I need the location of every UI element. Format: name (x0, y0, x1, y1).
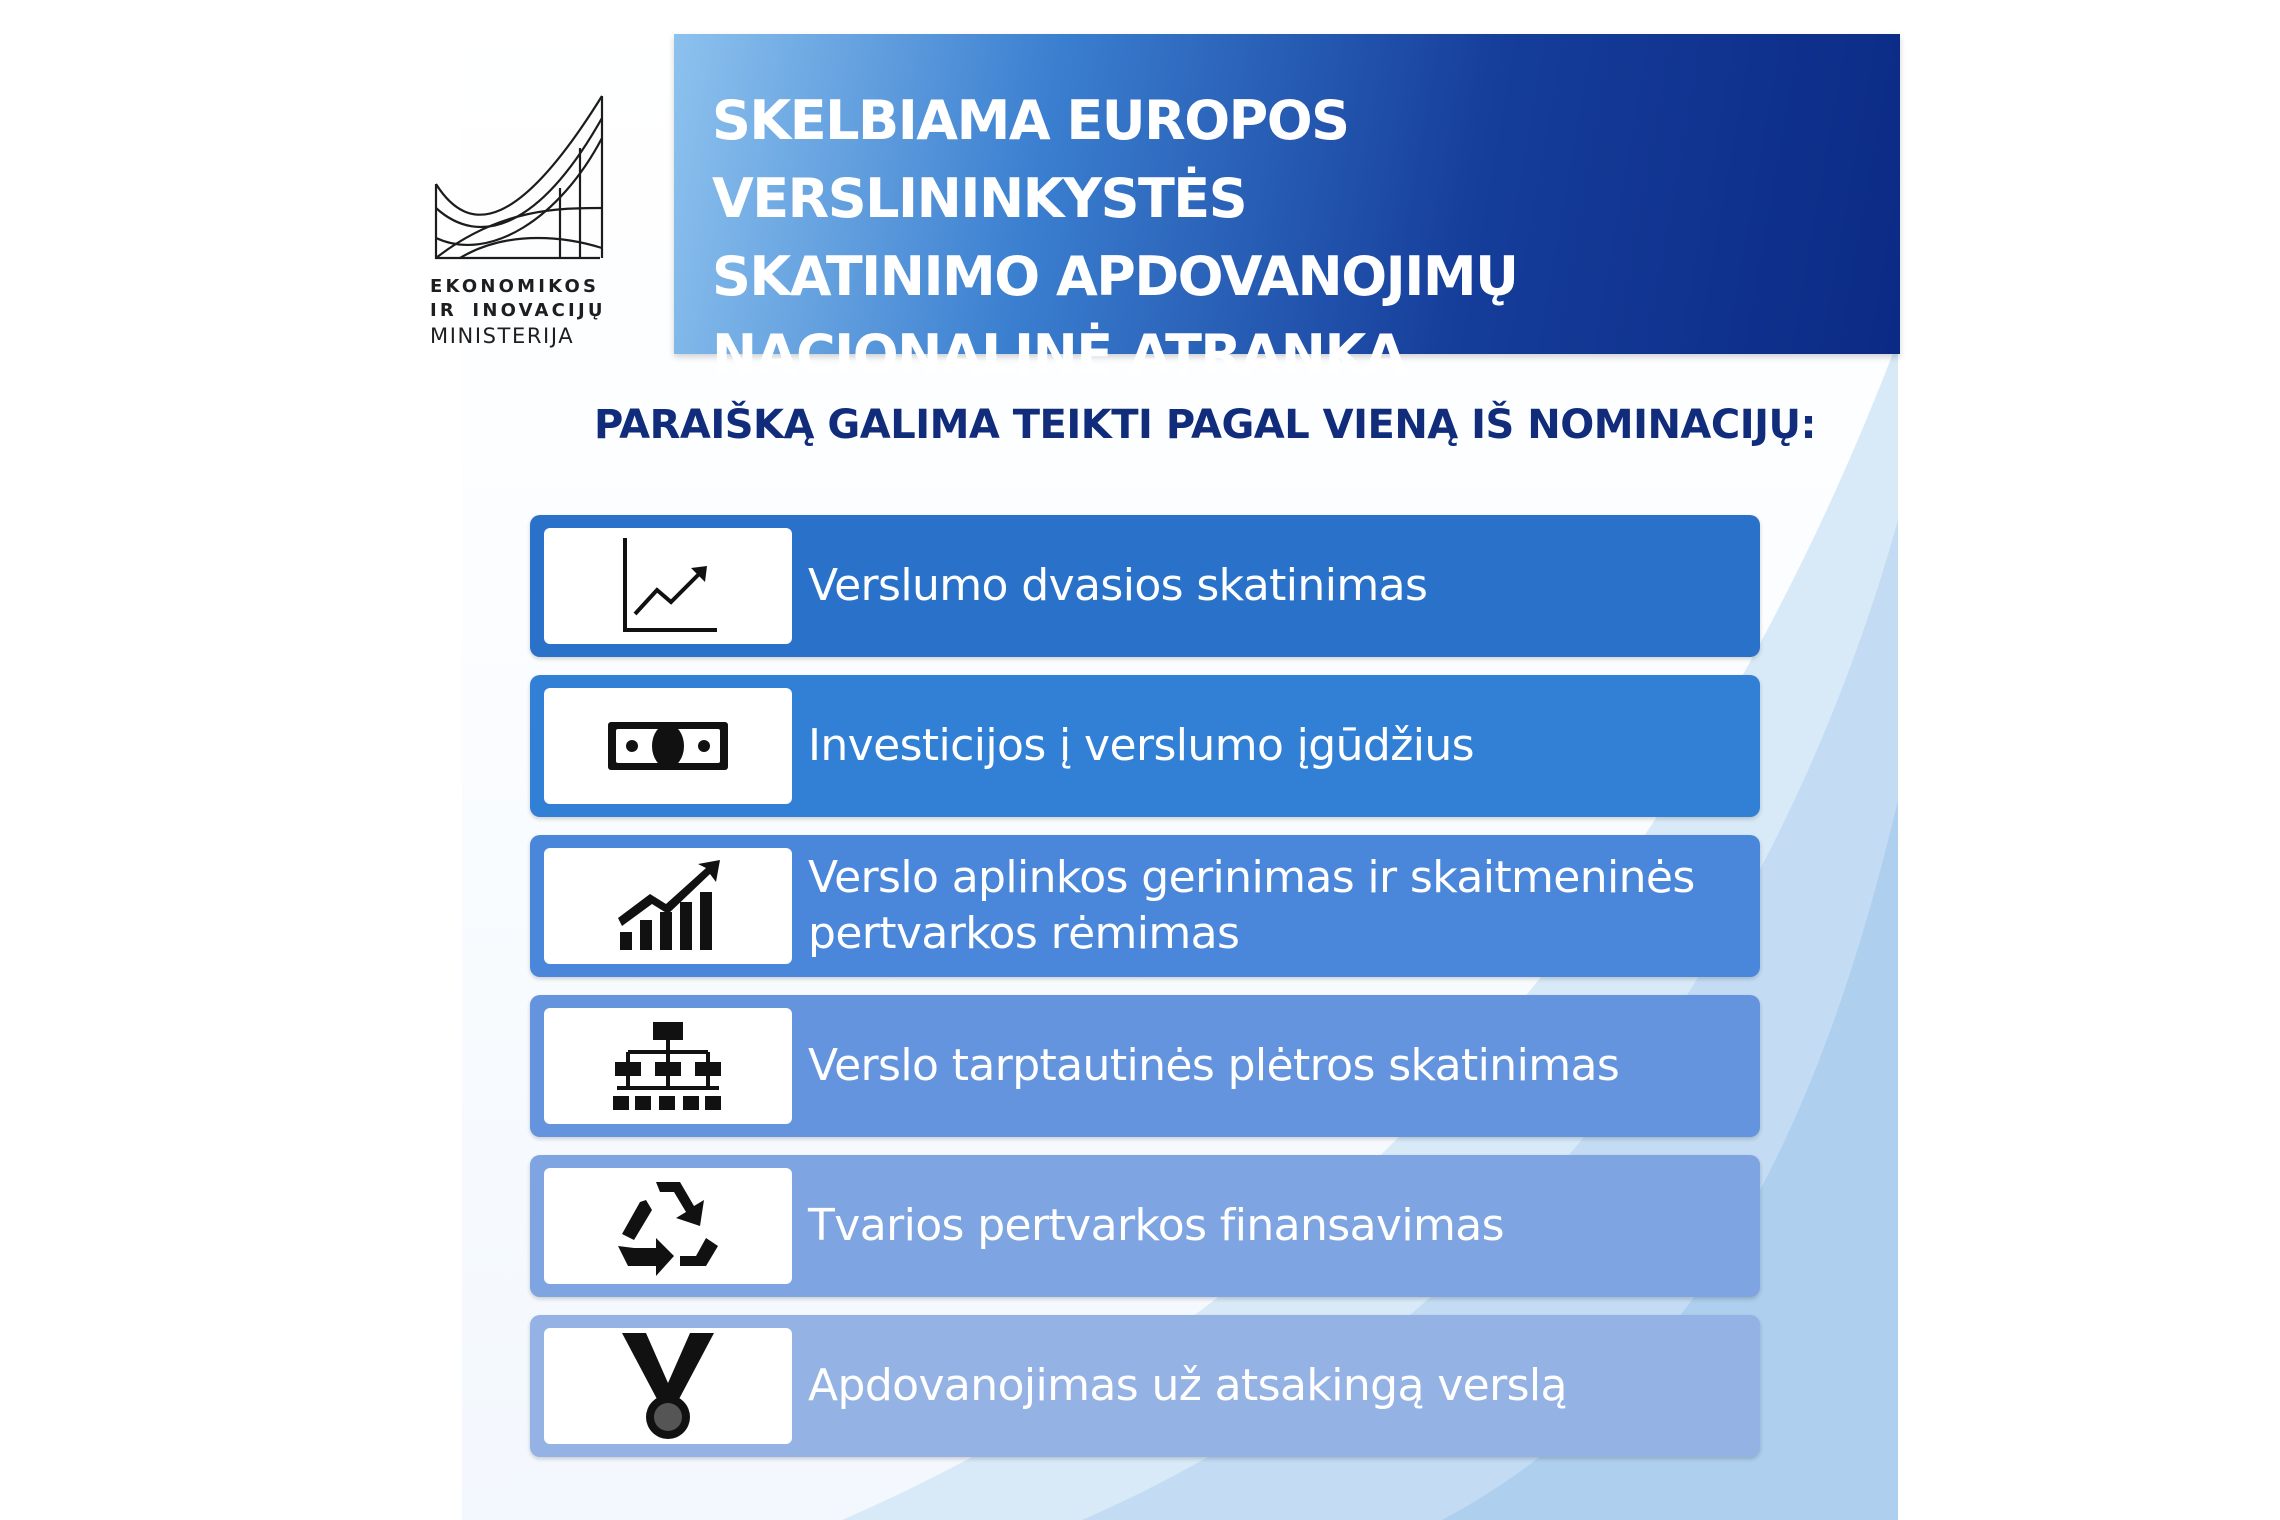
logo-text-line-1: EKONOMIKOS (430, 276, 600, 297)
banknote-icon (544, 688, 792, 804)
header-banner (674, 34, 1900, 386)
org-chart-icon (544, 1008, 792, 1124)
logo-text-line-3: MINISTERIJA (430, 324, 575, 348)
nomination-label: Apdovanojimas už atsakingą verslą (808, 1360, 1567, 1411)
nomination-row-skills-investment (530, 675, 1760, 817)
nomination-label: Tvarios pertvarkos finansavimas (808, 1200, 1504, 1251)
nominations-subtitle: PARAIŠKĄ GALIMA TEIKTI PAGAL VIENĄ IŠ NOMINACIJŲ: (593, 402, 1816, 448)
nomination-row-international-expansion (530, 995, 1760, 1137)
nomination-row-business-environment (530, 835, 1760, 977)
nomination-label: Verslumo dvasios skatinimas (808, 560, 1428, 611)
line-chart-icon (544, 528, 792, 644)
header-title: SKELBIAMA EUROPOS VERSLININKYSTĖS SKATINIMO APDOVANOJIMŲ NACIONALINĖ ATRANKA (712, 89, 1518, 386)
nomination-label: Verslo aplinkos gerinimas ir skaitmeninės pertvarkos rėmimas (808, 852, 1695, 959)
nomination-row-responsible-business (530, 1315, 1760, 1457)
logo-text-line-2: IR INOVACIJŲ (430, 300, 606, 321)
ministry-logo-mark (430, 88, 610, 273)
recycle-icon (544, 1168, 792, 1284)
nomination-row-sustainable-financing (530, 1155, 1760, 1297)
nomination-row-entrepreneurial-spirit (530, 515, 1760, 657)
growth-bars-icon (544, 848, 792, 964)
nomination-label: Verslo tarptautinės plėtros skatinimas (808, 1040, 1620, 1091)
ministry-logo (430, 88, 610, 350)
medal-icon (544, 1328, 792, 1444)
nomination-label: Investicijos į verslumo įgūdžius (808, 720, 1474, 771)
